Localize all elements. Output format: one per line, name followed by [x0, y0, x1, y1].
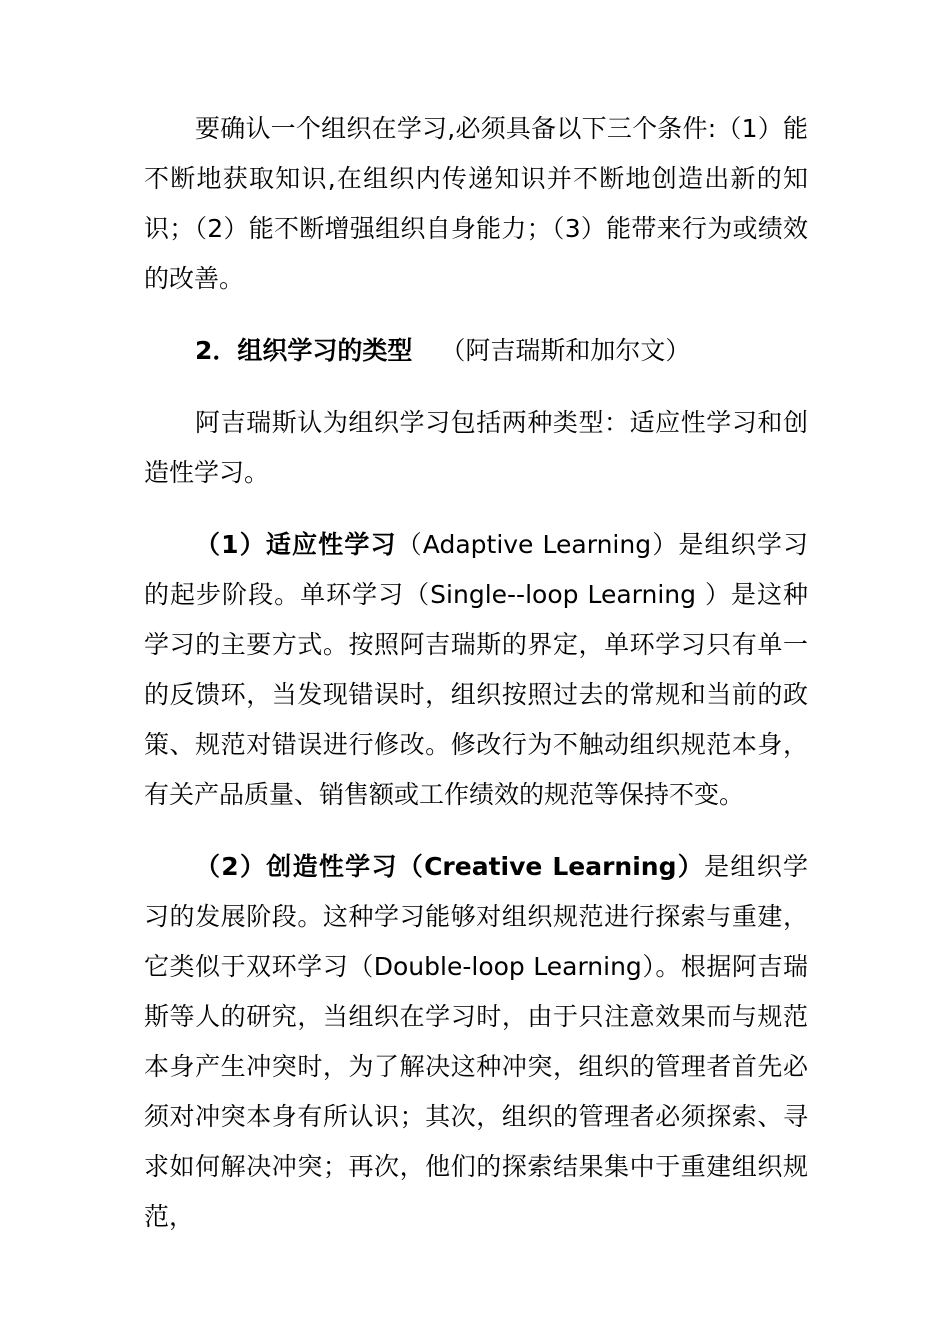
document-body — [144, 104, 808, 1264]
term-adaptive-learning: （1）适应性学习 — [195, 530, 397, 559]
paragraph-text: （Adaptive Learning）是组织学习的起步阶段。单环学习（Single--loop Learning ）是这种学习的主要方式。按照阿吉瑞斯的界定，单环学习只有单一的反馈环，当发现错误时，组织按照过去的常规和当前的政策、规范对错误进行修改。修改行为不触动组织规范本身，有关产品质量、销售额或工作绩效的规范等保持不变。 — [144, 530, 808, 809]
paragraph-text: 阿吉瑞斯认为组织学习包括两种类型：适应性学习和创造性学习。 — [144, 408, 808, 487]
paragraph-text: 是组织学习的发展阶段。这种学习能够对组织规范进行探索与重建，它类似于双环学习（Double-loop Learning）。根据阿吉瑞斯等人的研究，当组织在学习时，由于只注意效果而与规范本身产生冲突时，为了解决这种冲突，组织的管理者首先必须对冲突本身有所认识；其次，组织的管理者必须探索、寻求如何解决冲突；再次，他们的探索结果集中于重建组织规范， — [144, 852, 808, 1231]
paragraph-learning-conditions — [144, 104, 808, 304]
section-heading-learning-types — [144, 326, 808, 376]
paragraph-adaptive-learning — [144, 520, 808, 820]
section-heading-note: （阿吉瑞斯和加尔文） — [440, 336, 691, 365]
paragraph-two-types — [144, 398, 808, 498]
section-heading-title: 2．组织学习的类型 — [195, 336, 413, 365]
paragraph-creative-learning — [144, 842, 808, 1242]
term-creative-learning: （2）创造性学习（Creative Learning） — [195, 852, 705, 881]
paragraph-text: 要确认一个组织在学习,必须具备以下三个条件:（1）能不断地获取知识,在组织内传递知识并不断地创造出新的知识；（2）能不断增强组织自身能力；（3）能带来行为或绩效的改善。 — [144, 114, 808, 293]
